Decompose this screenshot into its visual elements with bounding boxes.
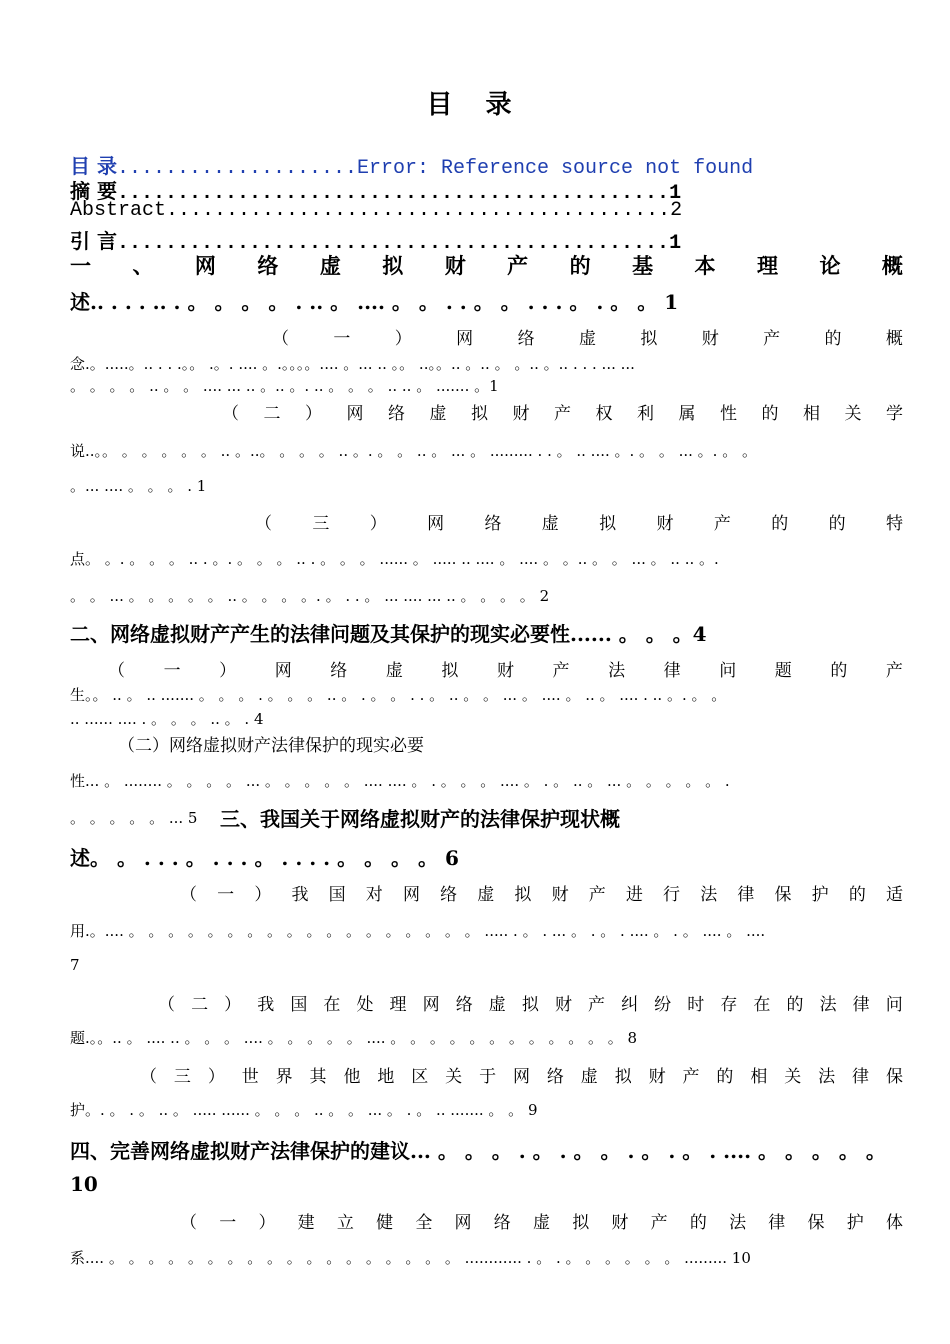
heading-char: 利: [637, 404, 654, 424]
heading-char: ）: [254, 885, 272, 905]
heading-char: 纷: [654, 995, 672, 1015]
toc-sec2-sub2-line3[interactable]: 。 。 。 。 。 ... 5: [70, 809, 198, 827]
heading-char: 律: [852, 1067, 870, 1087]
heading-char: 律: [768, 1213, 786, 1233]
toc-sec1-sub2-line1[interactable]: [222, 399, 903, 424]
toc-sec3-sub1-line1[interactable]: [180, 880, 903, 905]
toc-section-1-line2[interactable]: 述.. . . . .. . 。 。 。 。 . .. 。 .... 。 。 . . 。 。 . . . 。 . 。 。 1: [70, 290, 679, 314]
heading-char: 国: [328, 885, 346, 905]
heading-char: ）: [219, 661, 237, 681]
heading-char: 产: [682, 1067, 700, 1087]
heading-char: 产: [650, 1213, 668, 1233]
heading-char: 财: [656, 514, 674, 534]
heading-char: 法: [608, 661, 626, 681]
heading-char: 保: [885, 1067, 903, 1087]
heading-char: ）: [394, 329, 412, 349]
heading-char: 全: [415, 1213, 433, 1233]
heading-char: 网: [456, 329, 474, 349]
heading-char: （: [222, 404, 239, 424]
toc-sec1-sub3-line3[interactable]: 。 。 ... 。 。 。 。 。 .. 。 。 。 。. 。 . . 。 ... .... ... .. 。 。 。 。 2: [70, 587, 550, 605]
toc-error-dots: ....................: [116, 157, 358, 180]
heading-char: 三: [312, 514, 330, 534]
heading-char: 地: [377, 1067, 395, 1087]
heading-char: 虚: [477, 885, 495, 905]
heading-char: 律: [737, 885, 755, 905]
heading-char: （: [180, 1213, 197, 1233]
heading-char: 性: [720, 404, 737, 424]
toc-section-4-heading: 四、完善网络虚拟财产法律保护的建议: [70, 1139, 410, 1163]
toc-sec3-sub3-line2[interactable]: 护。. 。 . 。 .. 。 ..... ...... 。 。 。 .. 。 。 ... 。 . 。 .. ....... 。 。 9: [70, 1101, 538, 1119]
heading-char: （: [140, 1067, 157, 1087]
heading-char: 的: [824, 329, 842, 349]
toc-section-2[interactable]: [70, 618, 903, 647]
heading-char: 拟: [514, 885, 532, 905]
heading-char: 产: [885, 661, 903, 681]
toc-sec1-sub3-line2[interactable]: 点。 。. 。 。 。 .. . 。. 。 。 。 .. . 。 。 。 ...... 。 ..... .. .... 。 .... 。 。.. 。 。 ... 。 .. .. 。.: [70, 550, 719, 568]
heading-char: 论: [819, 254, 841, 278]
toc-entry-dots: ..........................................: [166, 199, 671, 222]
heading-char: ）: [224, 995, 242, 1015]
heading-char: 适: [885, 885, 903, 905]
heading-char: 络: [330, 661, 348, 681]
heading-char: 世: [241, 1067, 259, 1087]
heading-char: 网: [402, 885, 420, 905]
toc-entry-dots: ..............................................: [116, 232, 670, 255]
heading-char: 题: [774, 661, 792, 681]
heading-char: 问: [719, 661, 737, 681]
heading-char: 存: [720, 995, 738, 1015]
heading-char: 的: [761, 404, 779, 424]
toc-sec1-sub1-line3[interactable]: 。 。 。 。 .. 。 。 .... ... .. 。.. 。. .. 。 。 。 .. .. 。 ....... 。1: [70, 377, 499, 395]
toc-entry-page: 1: [669, 232, 682, 255]
toc-sec2-sub1-line2[interactable]: 生。。 .. 。 .. ....... 。 。 。 . 。 。 。 .. 。 . 。 。 . . 。 .. 。 。 ... 。 .... 。 .. 。 .... . .. 。. 。 。: [70, 686, 727, 704]
heading-char: 他: [343, 1067, 361, 1087]
heading-char: 的: [786, 995, 804, 1015]
heading-char: 网: [274, 661, 292, 681]
heading-char: 财: [551, 885, 569, 905]
toc-sec2-sub1-line3[interactable]: .. ...... .... . 。 。 。 .. 。 . 4: [70, 710, 264, 728]
heading-char: 我: [291, 885, 309, 905]
heading-char: 虚: [532, 1213, 550, 1233]
heading-char: 界: [275, 1067, 293, 1087]
heading-char: 网: [427, 514, 445, 534]
toc-entry-page: 2: [670, 199, 683, 222]
toc-section-2-heading: 二、网络虚拟财产产生的法律问题及其保护的现实必要性: [70, 622, 570, 646]
heading-char: 一: [163, 661, 181, 681]
heading-char: 财: [496, 661, 514, 681]
heading-char: 对: [365, 885, 383, 905]
toc-sec4-sub1-line2[interactable]: 系.... 。 。 。 。 。 。 。 。 。 。 。 。 。 。 。 。 。 。 ............ . 。 . 。 。 。 。 。 。 ......... 10: [70, 1249, 751, 1267]
heading-char: 络: [257, 254, 279, 278]
heading-char: 概: [885, 329, 903, 349]
heading-char: 相: [750, 1067, 768, 1087]
heading-char: 在: [753, 995, 771, 1015]
toc-sec2-sub2-line1[interactable]: （二）网络虚拟财产法律保护的现实必要: [118, 736, 424, 756]
toc-entry-label: 摘 要: [70, 179, 117, 203]
toc-entry-label: 引 言: [70, 229, 117, 253]
heading-char: 虚: [578, 329, 596, 349]
heading-char: 法: [818, 1067, 836, 1087]
heading-char: 区: [411, 1067, 429, 1087]
heading-char: 保: [807, 1213, 825, 1233]
heading-char: 的: [569, 254, 591, 278]
heading-char: 问: [885, 995, 903, 1015]
toc-sec1-sub3-line1[interactable]: [255, 509, 903, 534]
heading-char: 财: [611, 1213, 629, 1233]
heading-char: 三: [173, 1067, 191, 1087]
heading-char: 的: [689, 1213, 707, 1233]
heading-char: 法: [700, 885, 718, 905]
heading-char: 的: [848, 885, 866, 905]
heading-char: 虚: [580, 1067, 598, 1087]
heading-char: 其: [309, 1067, 327, 1087]
heading-char: 理: [389, 995, 407, 1015]
heading-char: 相: [803, 404, 820, 424]
page-title: 目 录: [426, 90, 524, 120]
heading-char: 特: [885, 514, 903, 534]
heading-char: 财: [648, 1067, 666, 1087]
heading-char: 本: [694, 254, 716, 278]
heading-char: 保: [774, 885, 792, 905]
heading-char: 虚: [541, 514, 559, 534]
heading-char: 虚: [319, 254, 341, 278]
heading-char: ）: [258, 1213, 276, 1233]
heading-char: 产: [507, 254, 529, 278]
heading-char: 关: [445, 1067, 463, 1087]
heading-char: 拟: [640, 329, 658, 349]
toc-sec3-sub2-line1[interactable]: [158, 990, 903, 1015]
heading-char: 网: [194, 254, 216, 278]
heading-char: 络: [517, 329, 535, 349]
toc-entry-page: 1: [669, 182, 682, 205]
heading-char: 产: [588, 995, 606, 1015]
heading-char: 财: [554, 995, 572, 1015]
heading-char: 进: [625, 885, 643, 905]
toc-sec1-sub2-line3[interactable]: 。... .... 。 。 。 . 1: [70, 477, 207, 495]
heading-char: 的: [771, 514, 789, 534]
heading-char: 立: [336, 1213, 354, 1233]
heading-char: 拟: [471, 404, 488, 424]
toc-error-label: 目 录: [70, 154, 117, 178]
toc-section-2-dots: ...... 。 。 。: [570, 622, 693, 646]
heading-char: 基: [632, 254, 654, 278]
heading-char: 体: [885, 1213, 903, 1233]
toc-entry-abstract-en[interactable]: [70, 199, 903, 222]
heading-char: 虚: [385, 661, 403, 681]
heading-char: 一: [333, 329, 351, 349]
heading-char: （: [158, 995, 175, 1015]
heading-char: 建: [297, 1213, 315, 1233]
heading-char: 拟: [599, 514, 617, 534]
heading-char: 健: [376, 1213, 394, 1233]
toc-section-3-line1[interactable]: 三、我国关于网络虚拟财产的法律保护现状概: [220, 807, 620, 831]
heading-char: 网: [512, 1067, 530, 1087]
heading-char: 虚: [429, 404, 447, 424]
heading-char: 律: [663, 661, 681, 681]
heading-char: 于: [479, 1067, 497, 1087]
heading-char: 我: [257, 995, 275, 1015]
heading-char: 络: [493, 1213, 511, 1233]
heading-char: 财: [512, 404, 530, 424]
toc-sec3-sub1-line2[interactable]: 用.。.... 。 。 。 。 。 。 。 。 。 。 。 。 。 。 。 。 。 。 ..... . 。 . ... 。 . 。 . .... 。 . 。 .... 。 ....: [70, 922, 766, 940]
heading-char: 一: [217, 885, 235, 905]
toc-sec1-sub1-line2[interactable]: 念.。.....。.. . . .。。 .。. .... 。.。。。。.... 。... .. 。。 ..。。.. 。.. 。 。.. 。.. . . . ... ...: [70, 355, 635, 373]
heading-char: 关: [784, 1067, 802, 1087]
heading-char: 二: [263, 404, 281, 424]
heading-char: ）: [305, 404, 322, 424]
toc-error-message: Error: Reference source not found: [357, 157, 754, 180]
heading-char: 虚: [488, 995, 506, 1015]
heading-char: 处: [356, 995, 374, 1015]
toc-section-4[interactable]: [70, 1135, 903, 1164]
heading-char: 产: [554, 404, 571, 424]
heading-char: 行: [663, 885, 681, 905]
heading-char: 财: [701, 329, 719, 349]
toc-sec1-sub1-line1[interactable]: [272, 324, 903, 349]
heading-char: 法: [729, 1213, 747, 1233]
heading-char: 产: [763, 329, 781, 349]
heading-char: 属: [678, 404, 696, 424]
heading-char: 权: [595, 404, 613, 424]
toc-sec3-sub2-line2[interactable]: 题.。。.. 。 .... .. 。 。 。 .... 。 。 。 。 。 .... 。 。 。 。 。 。 。 。 。 。 。 。 8: [70, 1029, 638, 1047]
heading-char: 拟: [382, 254, 404, 278]
heading-char: 网: [422, 995, 440, 1015]
heading-char: 学: [886, 404, 903, 424]
heading-char: 时: [687, 995, 705, 1015]
heading-char: ）: [369, 514, 387, 534]
heading-char: 、: [132, 254, 154, 278]
toc-section-4-page[interactable]: 10: [70, 1172, 98, 1196]
heading-char: 理: [756, 254, 778, 278]
toc-sec3-sub1-line3[interactable]: 7: [70, 956, 80, 974]
heading-char: （: [180, 885, 197, 905]
heading-char: 在: [323, 995, 341, 1015]
toc-entry-label: Abstract: [70, 199, 167, 222]
heading-char: 拟: [441, 661, 459, 681]
heading-char: 的: [716, 1067, 734, 1087]
heading-char: 的: [830, 661, 848, 681]
heading-char: 拟: [521, 995, 539, 1015]
heading-char: （: [272, 329, 289, 349]
heading-char: 一: [219, 1213, 237, 1233]
heading-char: 络: [440, 885, 458, 905]
heading-char: 络: [546, 1067, 564, 1087]
toc-section-1-line1[interactable]: [70, 250, 903, 280]
toc-sec1-sub2-line2[interactable]: 说..。。 。 。 。 。 。 .. 。..。 。 。 。 .. 。. 。 。 .. 。 ... 。 ......... . . 。 .. .... 。. 。 。 ... 。. 。 。: [70, 442, 757, 460]
heading-char: 络: [484, 514, 502, 534]
heading-char: （: [255, 514, 272, 534]
heading-char: 财: [444, 254, 466, 278]
heading-char: 网: [346, 404, 364, 424]
heading-char: （: [108, 661, 125, 681]
heading-char: 产: [713, 514, 731, 534]
heading-char: 国: [290, 995, 308, 1015]
heading-char: 律: [852, 995, 870, 1015]
toc-entry-dots: ..............................................: [116, 182, 670, 205]
toc-sec4-sub1-line1[interactable]: [180, 1208, 903, 1233]
heading-char: 拟: [614, 1067, 632, 1087]
heading-char: 拟: [572, 1213, 590, 1233]
heading-char: ）: [207, 1067, 225, 1087]
heading-char: 络: [388, 404, 405, 424]
heading-char: 一: [70, 254, 91, 278]
toc-section-4-dots: ... 。 。 。 . 。 . 。 。 . 。 . 。 . .... 。 。 。 。 。: [410, 1139, 886, 1163]
heading-char: 产: [552, 661, 570, 681]
toc-section-2-page: 4: [692, 622, 707, 646]
toc-sec3-sub3-line1[interactable]: [140, 1062, 903, 1087]
heading-char: 纠: [621, 995, 639, 1015]
toc-sec2-sub1-line1[interactable]: [108, 656, 903, 681]
heading-char: 护: [811, 885, 829, 905]
heading-char: 护: [846, 1213, 864, 1233]
heading-char: 网: [454, 1213, 472, 1233]
toc-section-3-line2[interactable]: 述。 。 . . . 。 . . . 。 . . . . 。 。 。 。 6: [70, 846, 459, 870]
heading-char: 的: [828, 514, 846, 534]
heading-char: 关: [844, 404, 862, 424]
toc-sec2-sub2-line2[interactable]: 性... 。 ........ 。 。 。 。 ... 。 。 。 。 。 .... .... 。 . 。 。 。 .... 。 . 。 .. 。 ... 。 。 。 。 。 .: [70, 772, 730, 790]
heading-char: 二: [191, 995, 209, 1015]
heading-char: 法: [819, 995, 837, 1015]
heading-char: 络: [455, 995, 473, 1015]
heading-char: 产: [588, 885, 606, 905]
heading-char: 概: [881, 254, 903, 278]
